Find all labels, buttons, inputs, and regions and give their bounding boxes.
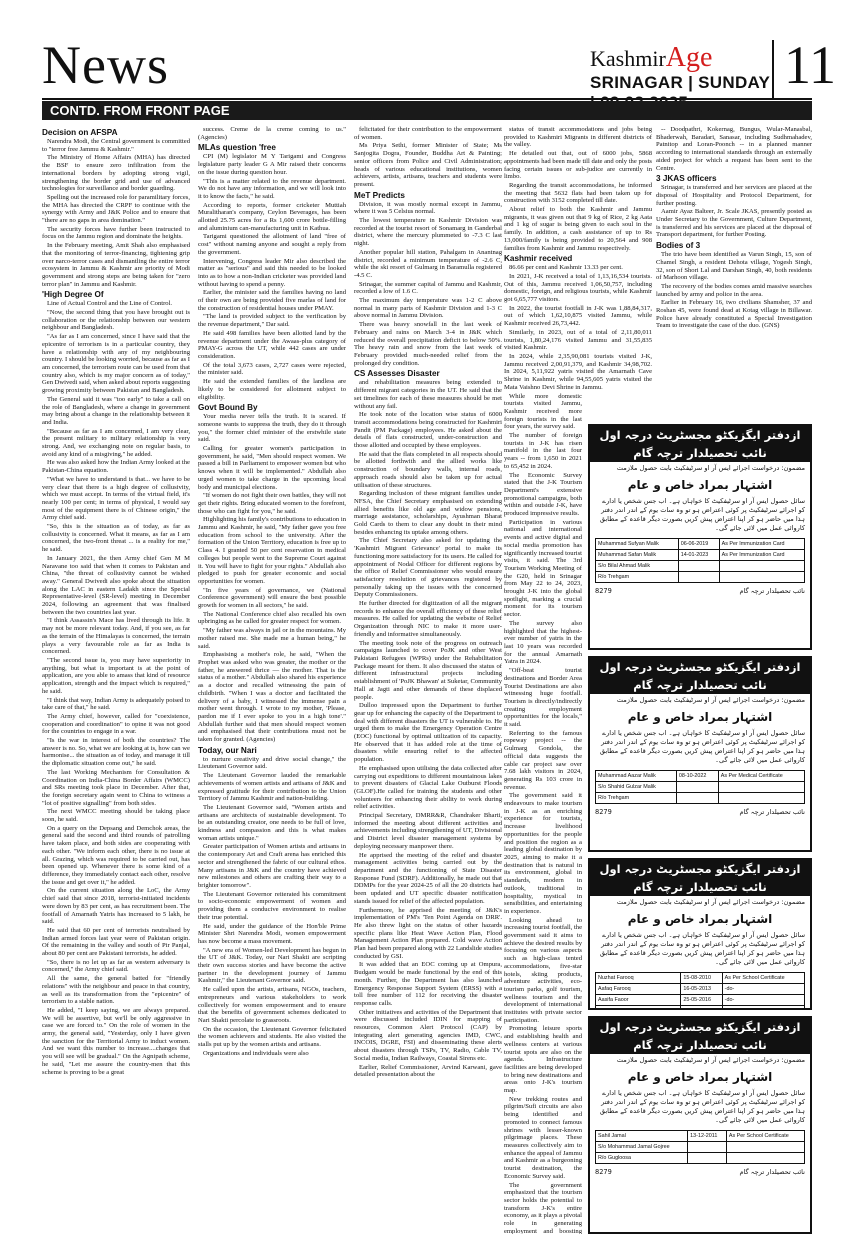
paragraph: "This is a matter related to the revenue department. We do not have any information, and we will look into it to know the facts," he said. — [198, 177, 346, 200]
table-row — [596, 1006, 805, 1011]
paragraph: Organizations and individuals were also — [203, 1049, 309, 1057]
table-cell: Muhammad Safan Malik — [596, 550, 679, 561]
column-1 — [42, 126, 190, 1234]
paragraph: success. Creme de la creme coming to us." (Agencies) — [198, 126, 346, 141]
table-cell: 15-08-2010 — [681, 973, 722, 984]
table-cell: 08-10-2022 — [676, 771, 718, 782]
paragraph: The National Conference chief also recalled his own upbringing as he called for greater respect for women. — [198, 610, 346, 626]
paragraph: "Off-beat tourist destinations and Border Area Tourist Destinations are also witnessing huge footfall. Tourism is directly/indirectly creating employment opportunities for the locals," it said. — [504, 667, 582, 729]
table-cell: Aasifa Faoor — [596, 995, 681, 1006]
headline: MLAs question 'free — [198, 143, 276, 153]
paragraph: Earlier, the minister said the families having no land of their own are being provided five marlas of land for the construction of residential houses under PMAY. — [198, 289, 346, 312]
headline: Decision on AFSPA — [42, 128, 118, 137]
paragraph: "So, this is the situation as of today, as far as collusivity is concerned. What it means, as far as I am concerned, the two-front threat ... is a reality for me," he said. — [42, 523, 190, 554]
table-cell — [678, 561, 719, 572]
headline: 3 JKAS officers — [656, 174, 717, 184]
paragraph: Srinagar, is transferred and her services are placed at the disposal of Hospitality and Protocol Department, for further posting. — [656, 184, 812, 207]
paragraph: The Army chief, however, called for "coexistence, cooperation and coordination" to opine it was not good for the countries to engage in a war. — [42, 712, 190, 736]
table-row — [596, 973, 805, 984]
paragraph: In January 2021, the then Army chief Gen M M Naravane too said that when it comes to Pakistan and China, "the threat of collusivity cannot be wished away." General Dwivedi also spoke about the situation along the LAC in eastern Ladakh since the Special Representative-level (SR-level) meeting in December 2024, following an agreement that was finalised between the two countries last year. — [42, 554, 190, 616]
paragraph: "The second issue is, you may have superiority in anything, but what is important is at the point of application, are you able to amass that kind of resource application, strength and the impact which is required," he said. — [42, 657, 190, 695]
table-cell — [676, 793, 718, 804]
paragraph: Tarigami questioned the allotment of land "free of cost" without naming anyone and sought a reply from the government. — [198, 233, 346, 256]
table-row — [596, 1131, 805, 1142]
paragraph: Principal Secretary, DMRR&R, Chandraker Bharti, informed the meeting about different activities and achievements including strengthening of UT, Divisional and District level disaster management systems by deploying necessary manpower there. — [354, 812, 502, 850]
table-cell — [688, 1153, 727, 1164]
table-cell — [688, 1142, 727, 1153]
ad-title: اشتہار بمراد خاص و عام — [627, 912, 773, 926]
paragraph: Regarding inclusion of these migrant families under NFSA, the Chief Secretary emphasised on extending allied benefits like old age and widow pensions, marriage assistance, scholarships, Ayushman Bharat Gold Cards to them to clear any doubt in their mind besides enhancing its uptake among others. — [354, 490, 502, 536]
paragraph: Dulloo impressed upon the Department to further gear up for enhancing the capacity of the Department to deal with different disasters the UT is vulnerable to. He urged them to make the Emergency Operation Centre (EOC) functional by optimal utilization of its capacity. He observed that it has added role at the time of disasters while ensuring relief to the affected population. — [354, 702, 502, 764]
table-cell — [726, 1153, 804, 1164]
ad-subject: مضمون: درخواست اجرائے ایس آر او سرٹیفکیٹ بابت حصول ملازمت — [616, 696, 805, 704]
masthead-rule — [42, 98, 812, 100]
table-cell: 25-05-2016 — [681, 995, 722, 1006]
brand-suffix: Age — [665, 42, 713, 73]
table-cell: R/o Trehgam — [596, 793, 677, 804]
paragraph: He said 498 families have been allotted land by the revenue department under the Awaas-plus category of PMAY-G across the UT, while 442 cases are under consideration. — [198, 329, 346, 360]
masthead-divider — [772, 40, 774, 100]
masthead — [42, 35, 836, 102]
table-cell — [719, 572, 804, 583]
ad-number: 8279 — [595, 808, 612, 816]
paragraph: He said, under the guidance of the Hon'ble Prime Minister Shri Narendra Modi, women empowerment has now become a mass movement. — [198, 922, 346, 945]
ad-title: اشتہار بمراد خاص و عام — [627, 710, 773, 724]
headline: Govt Bound By — [198, 403, 258, 413]
headline: MeT Predicts — [354, 190, 405, 200]
paragraph: Srinagar, the summer capital of Jammu and Kashmir, recorded a low of 1.6 C. — [354, 280, 502, 296]
table-cell: Muhammad Sufyan Malik — [596, 539, 679, 550]
table-row — [596, 1153, 805, 1164]
paragraph: Similarly, in 2023, out of a total of 2,11,80,011 tourists, 1,80,24,176 visited Jammu and 31,55,835 visited Kashmir. — [504, 328, 652, 352]
paragraph: Looking ahead to increasing tourist footfall, the government said it aims to achieve the desired results by focusing on various aspects such as high-class tented accommodations, five-star hotels, skiing products, adventure activities, eco-tourism parks, golf tourism, wellness tourism and the development of international institutes with private sector participation. — [504, 916, 583, 1024]
ad-table — [595, 538, 805, 583]
table-cell — [681, 1006, 722, 1011]
paragraph: Spelling out the increased role for paramilitary forces, the MHA has directed the CRPF to continue with the synergy with Army and J&K Police and to ensure that "there are no gaps in area domination." — [42, 193, 190, 225]
table-cell: As Per School Certificate — [722, 973, 804, 984]
ad-header: ازدفتر ایگزیکٹو مجسٹریٹ درجہ اول نائب تحصیلدار ترچہ گام — [590, 426, 810, 462]
paragraph: and rehabilitation measures being extended to different migrant categories in the UT. He said that the set timelines for each of these measures should be met without any fail. — [354, 379, 502, 410]
ad-signatory: نائب تحصیلدار ترچہ گام — [739, 808, 805, 816]
paragraph: The security forces have further been instructed to focus on the Jammu region and dominate the heights. — [42, 225, 190, 241]
table-cell: As Per Immunization Card — [719, 539, 804, 550]
paragraph: The lowest temperature in Kashmir Division was recorded at the tourist resort of Sonamarg in Ganderbal district, where the mercury plummeted to -7.3 C last night. — [354, 217, 502, 248]
page-number: 11 — [784, 35, 836, 95]
paragraph: Aamir Ayaz Balteer, Jr. Scale JKAS, presently posted as Under Secretary to the Government, Culture Department, is transferred and his services are placed at the disposal of Transport department, for further Posting. — [656, 208, 812, 239]
table-cell: Aafaq Farooq — [596, 984, 681, 995]
table-row — [596, 995, 805, 1006]
table-row — [596, 771, 805, 782]
paragraph: Earlier in February 16, two civilians Shamsher, 37 and Roshan 45, were found dead at Kotag village in Billawar. Police have already constituted a Special Investigation Team to investigate the case of the duo. (GNS) — [656, 299, 812, 330]
paragraph: He apprised the meeting of the relief and disaster management activities being carried out by the department and the functioning of State Disaster Response Fund (SDRF). Additionally, he made out that DDMPs for the year 2024-25 of all the 20 districts had been updated and UT specific disaster notification stands issued for relief of the affected population. — [354, 851, 502, 905]
paragraph: "Because as far as I am concerned, I am very clear, the present military to military relationship is very strong. And, we exchanging note on regular basis, to avoid any kind of a misgiving," he added. — [42, 427, 190, 458]
ad-subject: مضمون: درخواست اجرائے ایس آر او سرٹیفکیٹ بابت حصول ملازمت — [616, 898, 805, 906]
paragraph: felicitated for their contribution to the empowerment of women. — [354, 126, 502, 141]
paragraph: Division, it was mostly normal except in Jammu, where it was 5 Celsius normal. — [354, 200, 502, 216]
paragraph: He called upon the artists, artisans, NGOs, teachers, entrepreneurs and various stakeholders to work collectively for women empowerment and to ensure that the benefits of government schemes dedicated to Nari Shakti percolate to grassroots. — [198, 986, 346, 1024]
paragraph: Regarding the transit accommodations, he informed the meeting that 5632 flats had been taken up for construction with 3152 completed till date. — [504, 181, 652, 205]
table-row — [596, 572, 805, 583]
table-cell: Sahil Jamal — [596, 1131, 688, 1142]
paragraph: "In five years of governance, we (National Conference government) will ensure the best possible growth for women in all sectors," he said. — [198, 586, 346, 610]
headline: Today, our Nari — [198, 745, 257, 755]
table-cell: R/o Gugloosa — [596, 1153, 688, 1164]
section-title: News — [42, 35, 169, 95]
paragraph: On the occasion, the Lieutenant Governor felicitated the women achievers and students. He also visited the stalls put up by the women artists and artisans. — [198, 1025, 346, 1049]
paragraph: He took note of the location wise status of 6000 transit accommodations being constructed for Kashmiri Pandit (PM Package) employees. He asked about the details of flats constructed, under-construction and those allotted and occupied by these employees. — [354, 411, 502, 450]
ad-body: سائل حصول ایس آر او سرٹیفکیٹ کا خواہاں ہے۔ اب جس شخص یا ادارے کو اجرائے سرٹیفکیٹ پر کوئی اعتراض ہو تو وہ سات یوم کے اندر اندر دفتر ہذا میں حاضر ہو کر اپنا اعتراض پیش کریں بصورت دیگر قاعدہ کے مطابق کاروائی عمل میں لائی جائے گی۔ — [599, 729, 805, 764]
paragraph: Emphasising a mother's role, he said, "When the Prophet was asked who was greater, the mother or the father, he answered thrice — the mother. That is the status of a mother." Abdullah also shared his experience as a doctor and recalled witnessing the pain of childbirth. "When I was a doctor and facilitated the delivery of a baby, I witnessed the immense pain a mother went through. I wrote to my mother, 'Please, pardon me if I ever spoke to you in a high tone'." Abdullah further said that men should respect women and emphasised that their contributions must not be taken for granted. (Agencies) — [198, 651, 346, 744]
classified-ad — [588, 424, 812, 650]
paragraph: Furthermore, he apprised the meeting of J&K's implementation of PM's 'Ten Point Agenda on DRR'. He also threw light on the status of other hazards specific plans like Heat Wave Action Plan, Flood Management Action Plan prepared. Cold wave Action Plan had been prepared along with 22 Landslide studies conducted by GSI. — [354, 906, 502, 960]
table-cell — [718, 782, 804, 793]
paragraph: On the current situation along the LoC, the Army chief said that since 2018, terrorist-initiated incidents were down by 83 per cent, as has recruitment been. The footfall of Amarnath Yatris has increased to 5 lakh, he said. — [42, 887, 190, 926]
paragraph: The Lieutenant Governor reiterated his commitment to socio-economic empowerment of women and providing them a conducive environment to realise their true potential. — [198, 890, 346, 921]
table-cell: Muhammad Aazar Malik — [596, 771, 677, 782]
paragraph: The Lieutenant Governor said, "Women artists and artisans are architects of sustainable development. To be an outstanding creator, one needs to be full of love, kindness and compassion and this is what makes woman artists unique." — [198, 803, 346, 842]
paragraph: CPI (M) legislator M Y Tarigami and Congress legislature party leader G A Mir raised their concerns on the issue during question hour. — [198, 153, 346, 176]
dateline: SRINAGAR | SUNDAY — [590, 73, 770, 92]
headline: Kashmir received — [504, 254, 573, 264]
narrow-column-text — [504, 393, 582, 1235]
table-cell — [676, 782, 718, 793]
paragraph: The government said it endeavours to make tourism in J-K as an enriching experience for tourists, increase livelihood opportunities for the people and position the region as a leading global destination by 2025, aiming to make it a destination that is natural in its environment, global in standards, modern in outlook, traditional in hospitality, mystical in sensibilities, and entertaining in experience. — [504, 792, 582, 915]
paragraph: The General said it was "too early" to take a call on the role of Bangladesh, where a change in government may bring about a change in the relationship between it and India. — [42, 395, 190, 426]
table-cell: As Per Medical Certificate — [718, 771, 804, 782]
table-cell: R/o Trehgam — [596, 572, 679, 583]
ad-title: اشتہار بمراد خاص و عام — [627, 478, 773, 492]
paragraph: On a query on the Depsang and Demchok areas, the general said the second and third rounds of patrolling have taken place, and both sides are cooperating with each other. "We inform each other, there is no issue at all. Grazing, which was required to be carried out, has been opened up. Whenever there is some kind of a difference, they immediately contact each other, resolve the issue and get over it," he added. — [42, 824, 190, 886]
brand-logo — [590, 42, 712, 74]
paragraph: He said the extended families of the landless are likely to be considered for allotment subject to eligibility. — [198, 378, 346, 401]
ad-number: 8279 — [595, 587, 612, 595]
paragraph: About relief to both the Kashmir and Jammu migrants, it was given out that 9 kg of Rice, 2 kg Aata and 1 kg of sugar is being given to each soul in the family. In addition, a cash assistance of up to Rs 13,000/family is being provided to 20,564 and 908 families from Kashmir and Jammu respectively. — [504, 206, 652, 252]
ad-table — [595, 1130, 805, 1164]
paragraph: -- Doodpathri, Kokernag, Bungus, Wular-Manasbal, Bhaderwah, Baradari, Sanasar, including Sudhmahadev, Patnitop and Loran-Poonch -- in a planned manner according to international standards through an externally aided project for which a request has been sent to the Centre. — [656, 126, 812, 172]
column-3 — [354, 126, 502, 1234]
paragraph: "What we have to understand is that... we have to be very clear that there is a high degree of collusivity, which we must accept. In terms of the virtual field, it's nearly 100 per cent; in terms of physical, I would say most of the equipment there is of Chinese origin," the Army chief said. — [42, 475, 190, 522]
table-row — [596, 539, 805, 550]
paragraph: The survey also highlighted that the highest-ever number of yatris in the last 10 years was recorded for the annual Amarnath Yatra in 2024. — [504, 619, 582, 666]
table-cell: S/o Mohammad Jamal Gojree — [596, 1142, 688, 1153]
headline: Bodies of 3 — [656, 241, 701, 251]
section-bar: CONTD. FROM FRONT PAGE — [42, 101, 812, 120]
paragraph: The Ministry of Home Affairs (MHA) has directed the BSF to ensure zero infiltration from the international borders by adopting strong vigil, strengthening the border grid and use of advanced technologies for surveillance and border guarding. — [42, 154, 190, 193]
table-cell: 13-12-2011 — [688, 1131, 727, 1142]
paragraph: The Lieutenant Governor lauded the remarkable achievements of women artists and artisans of J&K and expressed gratitude for their contribution to the Union Territory of Jammu Kashmir and nation-building. — [198, 772, 346, 803]
paragraph: "Now, the second thing that you have brought out is collaboration or the relationship between our western neighbour and Bangladesh. — [42, 309, 190, 332]
headline: 'High Degree Of — [42, 290, 104, 300]
paragraph: Of the total 3,673 cases, 2,727 cases were rejected, the minister said. — [198, 361, 346, 377]
table-row — [596, 1142, 805, 1153]
paragraph: Referring to the famous ropeway project -- the Gulmarg Gondola, the official data suggests the cable car project saw over 7.68 lakh visitors in 2024, generating Rs 103 crore in revenue. — [504, 729, 582, 791]
ad-table — [595, 972, 805, 1010]
table-cell — [678, 572, 719, 583]
paragraph: In 2024, while 2,35,90,081 tourists visited J-K, Jammu received 2,00,91,379, and Kashmir 34,98,702. In 2024, 5,11,922 yatris visited the Amarnath Cave Shrine in Kashmir, while 94,55,605 yatris visited the Mata Vaishno Devi Shrine in Jammu. — [504, 352, 652, 391]
paragraph: The recovery of the bodies comes amid massive searches launched by army and police in the area. — [656, 282, 812, 298]
classified-ad — [588, 1016, 812, 1234]
paragraph: "The land is provided subject to the verification by the revenue department," Dar said. — [198, 313, 346, 329]
paragraph: "My father was always in jail or in the mountains. My mother raised me. She made me a human being," he said. — [198, 627, 346, 650]
paragraph: "A new era of Women-led Development has begun in the UT of J&K. Today, our Nari Shakti are scripting their own success stories and have become the active partner in the development journey of Jammu Kashmir," the Lieutenant Governor said. — [198, 946, 346, 985]
ad-footer — [590, 586, 810, 596]
paragraph: He added, "I keep saying, we are always prepared. We will be assertive, but we'll be only aggressive in case we are forced to." On the role of women in the army, the general said, "Yesterday, only I have given the sanction for the Territorial Army to induct women. And we want this number to increase....changes that you will see will be gradual." On the Agnipath scheme, he said, "Let me assure the country-men that this scheme is proving to be a great — [42, 1006, 190, 1076]
paragraph: The last Working Mechanism for Consultation & Coordination on India-China Border Affairs (WMCC) and SRs meeting took place in December. After that, the foreign secretary again went to China to witness a "lot of positive signalling" from both sides. — [42, 768, 190, 807]
ad-subject: مضمون: درخواست اجرائے ایس آر او سرٹیفکیٹ بابت حصول ملازمت — [616, 464, 805, 472]
ad-header: ازدفتر ایگزیکٹو مجسٹریٹ درجہ اول نائب تحصیلدار ترچہ گام — [590, 1018, 810, 1054]
paragraph: The Economic Survey stated that the J-K Tourism Department's extensive promotional campaigns, both within and outside J-K, have produced impressive results. — [504, 471, 582, 518]
table-cell: -do- — [722, 995, 804, 1006]
table-row — [596, 550, 805, 561]
paragraph: There was heavy snowfall in the last week of February and rains on March 3-4 in J&K which reduced the overall precipitation deficit to below 50%. The heavy rain and snow from the last week of February provided much-needed relief from the prolonged dry condition. — [354, 321, 502, 367]
paragraph: He detailed out that, out of 6000 jobs, 5868 appointments had been made till date and only the posts facing certain issues or sub-judice are currently in limbo. — [504, 150, 652, 181]
column-2 — [198, 126, 346, 1234]
paragraph: In the February meeting, Amit Shah also emphasised that the monitoring of terror-financing, tightening grip over narco-terror cases and dismantling the entire terror ecosystem in Jammu & Kashmir are priority of Modi government and strong steps are being taken for "zero terror plan" in Jammu and Kashmir. — [42, 242, 190, 288]
paragraph: Greater participation of Women artists and artisans in the contemporary Art and Craft arena has enriched this sector and strengthened the fabric of our cultural ethos. Many artisans in J&K and the country have achieved new milestones and others are crafting their way to a brighter tomorrow". — [198, 843, 346, 889]
paragraph: In 2022, the tourist footfall in J-K was 1,88,84,317, out of which 1,62,10,875 visited Jammu, while Kashmir received 26,73,442. — [504, 304, 652, 328]
paragraph: The trio have been identified as Varun Singh, 15, son of Chamel Singh, a resident Dehota village, Yogesh Singh, 32, son of Shori Lal and Darshan Singh, 40, both residents of Marhoon village. — [656, 251, 812, 282]
paragraph: Calling for greater women's participation in government, he said, "Men should respect women. We passed a bill in Parliament to empower women but who knows when it will be implemented." Abdullah also urged women to take charge in the upcoming local body and municipal elections. — [198, 445, 346, 491]
ad-footer — [590, 807, 810, 817]
ad-signatory: نائب تحصیلدار ترچہ گام — [739, 1168, 805, 1176]
classified-ad — [588, 656, 812, 852]
table-cell: 14-01-2023 — [678, 550, 719, 561]
paragraph: Highlighting his family's contributions to education in Jammu and Kashmir, he said, "My father gave you free education from school to the university. After the formation of the Union Territory, education is free up to Class 4. I granted 50 per cent reservation in medical colleges but people went to the Supreme Court against it. You will have to fight for your rights." Abdullah also pledged to push for greater economic and social opportunities for women. — [198, 516, 346, 585]
paragraph: He said that 60 per cent of terrorists neutralised by Indian armed forces last year were of Pakistan origin. Of the remaining in the valley and south of Pir Panjal, about 80 per cent are Pakistani terrorists, he added. — [42, 926, 190, 958]
paragraph: "Is the war in interest of both the countries? The answer is no. So, what we are looking at is, how can we harmonise... the situation as of today, and manage it till the diplomatic situation come out," he said. — [42, 737, 190, 768]
paragraph: The maximum day temperature was 1-2 C above normal in many parts of Kashmir Division and 1-3 C above normal in Jammu Division. — [354, 297, 502, 320]
headline: CS Assesses Disaster — [354, 369, 440, 379]
ad-footer — [590, 1167, 810, 1177]
paragraph: New trekking routes and pilgrim/Sufi circuits are also being identified and promoted to connect famous shrines with lesser-known pilgrimage places. These measures collectively aim to enhance the appeal of Jammu and Kashmir as a burgeoning tourist destination, the Economic Survey said. — [504, 1095, 582, 1180]
table-cell: S/o Bilal Ahmad Malik — [596, 561, 679, 572]
brand-prefix: Kashmir — [590, 46, 666, 71]
table-row — [596, 984, 805, 995]
ad-number: 8279 — [595, 1168, 612, 1176]
paragraph: Narendra Modi, the Central government is committed to "terror free Jammu & Kashmir." — [42, 138, 190, 153]
paragraph: It was added that an EOC coming up at Ompura, Budgam would be made functional by the end of this month. Further, the Department has also launched Emergency Response Support System (ERSS) with a toll free number of 112 for receiving the disaster response calls. — [354, 961, 502, 1007]
table-cell — [596, 1006, 681, 1011]
ad-body: سائل حصول ایس آر او سرٹیفکیٹ کا خواہاں ہے۔ اب جس شخص یا ادارے کو اجرائے سرٹیفکیٹ پر کوئی اعتراض ہو تو وہ سات یوم کے اندر اندر دفتر ہذا میں حاضر ہو کر اپنا اعتراض پیش کریں بصورت دیگر قاعدہ کے مطابق کاروائی عمل میں لائی جائے گی۔ — [599, 1089, 805, 1124]
table-row — [596, 561, 805, 572]
ad-subject: مضمون: درخواست اجرائے ایس آر او سرٹیفکیٹ بابت حصول ملازمت — [616, 1056, 805, 1064]
ad-body: سائل حصول ایس آر او سرٹیفکیٹ کا خواہاں ہے۔ اب جس شخص یا ادارے کو اجرائے سرٹیفکیٹ پر کوئی اعتراض ہو تو وہ سات یوم کے اندر اندر دفتر ہذا میں حاضر ہو کر اپنا اعتراض پیش کریں بصورت دیگر قاعدہ کے مطابق کاروائی عمل میں لائی جائے گی۔ — [599, 931, 805, 966]
paragraph: He further directed for digitization of all the migrant records to enhance the overall efficiency of these relief measures. He called for updating the website of Relief Organization through NIC to make it more user-friendly and informative simultaneously. — [354, 600, 502, 638]
ad-header: ازدفتر ایگزیکٹو مجسٹریٹ درجہ اول نائب تحصیلدار ترچہ گام — [590, 860, 810, 896]
paragraph: The next WMCC meeting should be taking place soon, he said. — [42, 808, 190, 824]
table-cell — [722, 1006, 804, 1011]
paragraph: "I think Assassin's Mace has lived through its life. It may not be more relevant today. And, if you see, as far as the terrain of the Himalayas is concerned, the terrain plays a very favourable role as far as India is concerned. — [42, 617, 190, 656]
table-cell: -do- — [722, 984, 804, 995]
paragraph: Intervening, Congress leader Mir also described the matter as "serious" and said this needed to be looked into as to how a non-Indian cricketer was provided land without having to spend a penny. — [198, 257, 346, 288]
paragraph: 86.66 per cent and Kashmir 13.33 per cent. — [509, 264, 623, 272]
paragraph: status of transit accommodations and jobs being provided to Kashmiri Migrants in different districts of the valley. — [504, 126, 652, 149]
paragraph: Other initiatives and activities of the Department that were discussed included IDIN for mapping of resources, Common Alert Protocol (CAP) by integrating alert generating agencies IMD, CWC, INCOIS, DGRE, FSI) and disseminating these alerts about disasters through TSPs, TV, Radio, Cable TV, Social media, Indian Railways, Coastal Sirens etc. — [354, 1008, 502, 1062]
paragraph: All the same, the general batted for "friendly relations" with the neighbour and peace in that country, as well as its transformation from the "epicentre" of terrorism to a stable nation. — [42, 975, 190, 1006]
table-row — [596, 793, 805, 804]
paragraph: to nurture creativity and drive social change," the Lieutenant Governor said. — [198, 755, 346, 771]
table-row — [596, 782, 805, 793]
paragraph: "So, there is no let up as far as western adversary is concerned," the Army chief said. — [42, 958, 190, 974]
paragraph: He said that the flats completed in all respects should be allotted forthwith and the allied works like construction of boundary walls, internal roads, approach roads should also be taken up for actual utilisation of these structures. — [354, 450, 502, 489]
paragraph: Your media never tells the truth. It is scared. If someone wants to suppress the truth, they do it through you," the former chief minister of the erstwhile state said. — [198, 413, 346, 444]
paragraph: He was also asked how the Indian Army looked at the Pakistan-China equation. — [42, 459, 190, 475]
table-cell: S/o Shahid Gulzar Malik — [596, 782, 677, 793]
table-cell: 06-06-2019 — [678, 539, 719, 550]
table-cell: Nuzhat Farooq — [596, 973, 681, 984]
paragraph: The number of foreign tourists in J-K has risen manifold in the last four years -- from 1,650 in 2021 to 65,452 in 2024. — [504, 432, 582, 470]
paragraph: He emphasised upon utilising the data collected after carrying out expeditions to different mountainous lakes to prevent disasters of Glacial Lake Outburst Floods (GLOF).He called for training the students and other volunteers for enhancing their ability to work during relief activities. — [354, 764, 502, 811]
paragraph: The Chief Secretary also asked for updating the 'Kashmiri Migrant Grievance' portal to make its functioning more satisfactory for its users. He called for appointment of Nodal Officer for different regions by the office of Relief Commissioner who would ensure satisfactory resolution of grievances registered by personally taking up the issues with the concerned Deputy Commissioners. — [354, 537, 502, 599]
ad-header: ازدفتر ایگزیکٹو مجسٹریٹ درجہ اول نائب تحصیلدار ترچہ گام — [590, 658, 810, 694]
classified-ad — [588, 858, 812, 1010]
paragraph: Line of Actual Control and the Line of Control. — [47, 300, 173, 308]
paragraph: The government emphasized that the tourism sector holds the potential to transform J-K's entire economy, as it plays a pivotal role in generating employment and boosting — [504, 1181, 582, 1234]
paragraph: Another popular hill station, Pahalgam in Anantnag district, recorded a minimum temperature of -2.6 C, while the ski resort of Gulmarg in Baramulla registered -4.5 C. — [354, 248, 502, 279]
paragraph: Participation in various national and international events and active digital and social media promotion has significantly increased tourist visits, it said. The 3rd Tourism Working Meeting of the G20, held in Srinagar from May 22 to 24, 2023, brought J-K into the global spotlight, marking a crucial moment for its tourism sector. — [504, 518, 583, 619]
ad-signatory: نائب تحصیلدار ترچہ گام — [739, 587, 805, 595]
paragraph: "If women do not fight their own battles, they will not get their rights. Bring educated women to the forefront, those who can fight for you," he said. — [198, 492, 346, 515]
table-cell: As Per Immunization Card — [719, 550, 804, 561]
paragraph: The meeting took note of the progress on outreach campaigns launched to cover PoJK and other West Pakistani Refugees (WPRs) under the Rehabilitation Package meant for them. It also discussed the status of different infrastructural projects including establishment of 'PoJK Bhawan' at Suketar, Community Hall at Jagti and other demands of these displaced people. — [354, 639, 502, 701]
paragraph: Earlier, Relief Commissioner, Arvind Karwani, gave detailed presentation about the — [354, 1063, 502, 1079]
paragraph: "As far as I am concerned, since I have said that the epicentre of terrorism is in a particular country, they have a relationship with any of my neighbouring country. I should be looking worried, because as far as I am concerned, the terrorism route can be used from that country also, which is my major concern as of today," Gen Dwivedi said, when asked about reports suggesting growing proximity between Pakistan and Bangladesh. — [42, 333, 190, 395]
ad-title: اشتہار بمراد خاص و عام — [627, 1070, 773, 1084]
table-cell: As Per School Certificate — [726, 1131, 804, 1142]
table-cell — [719, 561, 804, 572]
paragraph: Promoting leisure sports and establishing health and wellness centers at various tourist spots are also on the agenda. Infrastructure facilities are being developed to bring new destinations and areas onto J-K's tourism map. — [504, 1025, 582, 1095]
ad-table — [595, 770, 805, 804]
table-cell — [726, 1142, 804, 1153]
paragraph: According to reports, former cricketer Muttiah Muralitharan's company, Ceylon Beverages, has been allotted 25.75 acres for a Rs 1,600 crore bottle-filling and aluminium can-manufacturing unit in Kathua. — [198, 201, 346, 232]
paragraph: "I think that way, Indian Army is adequately poised to take care of that," he said. — [42, 696, 190, 712]
ad-body: سائل حصول ایس آر او سرٹیفکیٹ کا خواہاں ہے۔ اب جس شخص یا ادارے کو اجرائے سرٹیفکیٹ پر کوئی اعتراض ہو تو وہ سات یوم کے اندر اندر دفتر ہذا میں حاضر ہو کر اپنا اعتراض پیش کریں بصورت دیگر قاعدہ کے مطابق کاروائی عمل میں لائی جائے گی۔ — [599, 497, 805, 532]
table-cell: 16-05-2013 — [681, 984, 722, 995]
paragraph: While more domestic tourists visited Jammu, Kashmir received more foreign tourists in the last four years, the survey said. — [504, 392, 582, 431]
paragraph: Ms Priya Sethi, former Minister of State; Ms Sanjogita Dogra, Founder, Buddha Art & Painting; senior officers from Police and Civil Administration; heads of various educational institutions, women achievers, artists, artisans, teachers and students were present. — [354, 142, 502, 188]
paragraph: In 2021, J-K received a total of 1,13,16,534 tourists. Out of this, Jammu received 1,06,50,757, including domestic, foreign, and religious tourists, while Kashmir got 6,65,777 visitors. — [504, 272, 652, 304]
table-cell — [718, 793, 804, 804]
